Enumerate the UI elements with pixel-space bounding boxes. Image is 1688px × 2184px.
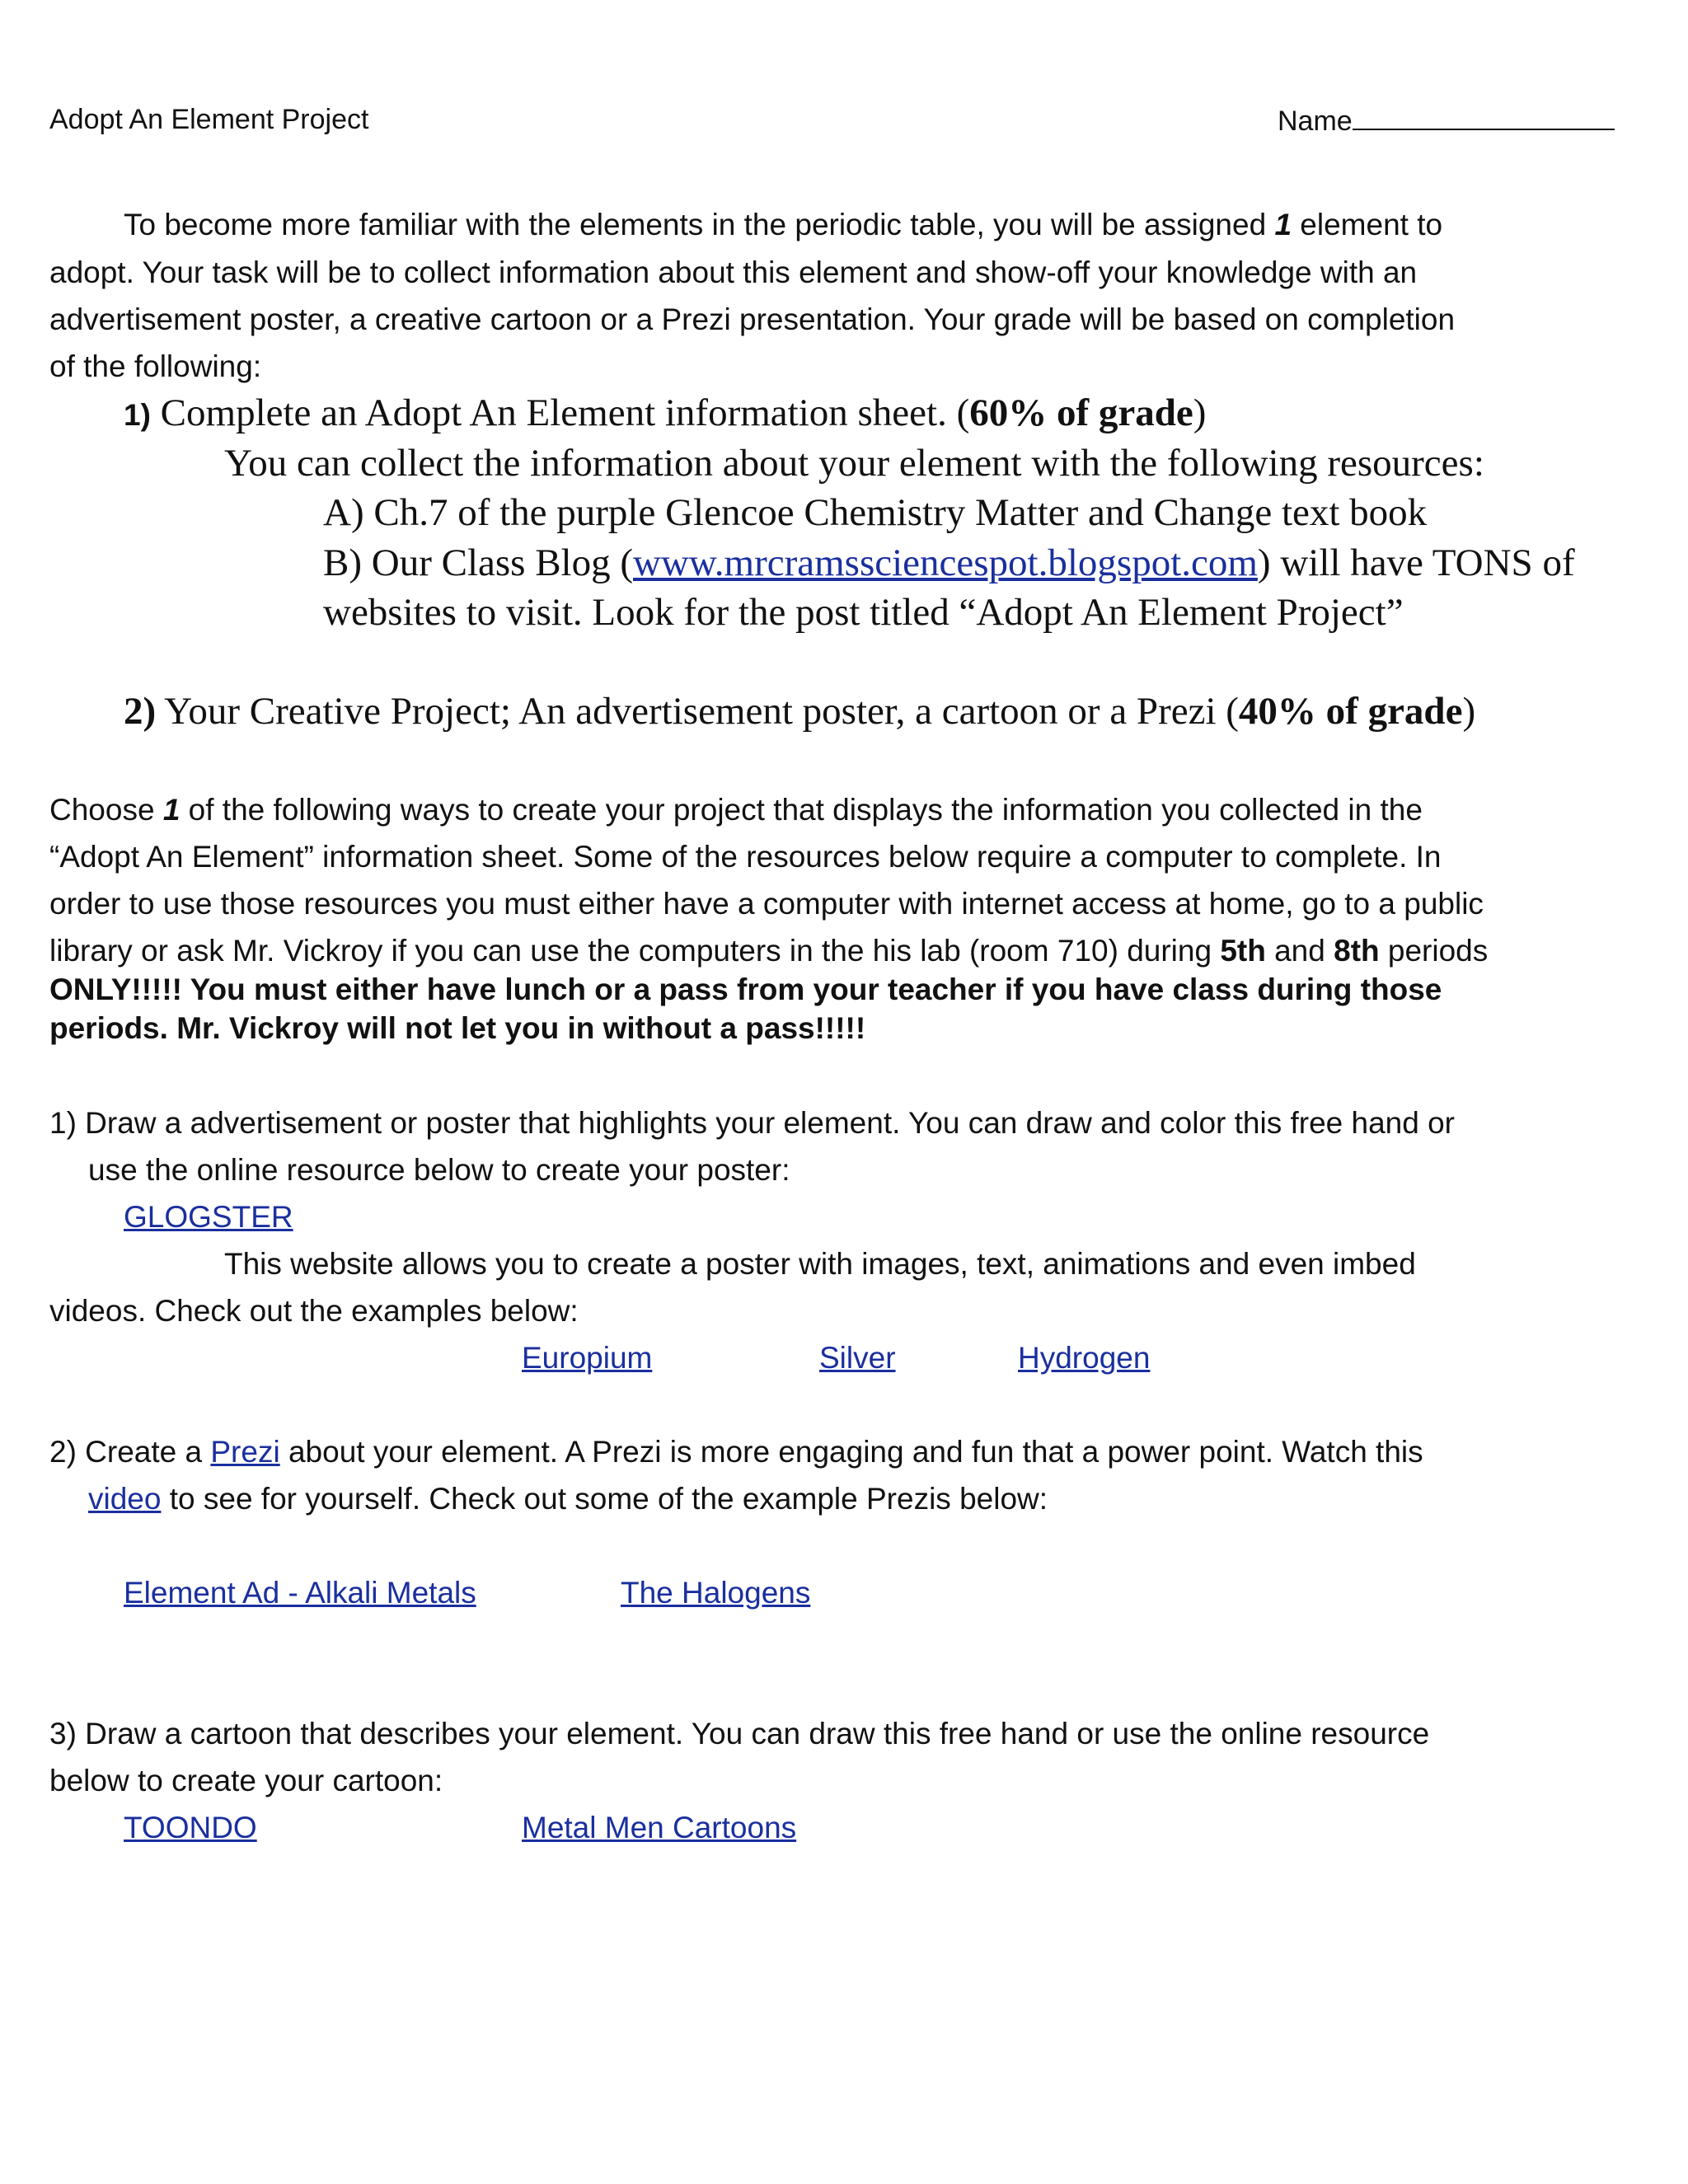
item1-close: ) (1193, 391, 1207, 434)
hydrogen-link[interactable]: Hydrogen (1018, 1341, 1151, 1375)
choose-line-4 (49, 934, 1488, 968)
item2-text: Your Creative Project; An advertisement poster, a cartoon or a Prezi ( (156, 690, 1239, 733)
item2-close: ) (1462, 690, 1476, 733)
item2-number: 2) (124, 690, 157, 733)
option2-line-2-text: to see for yourself. Check out some of the example Prezis below: (161, 1482, 1048, 1516)
resource-a: A) Ch.7 of the purple Glencoe Chemistry Matter and Change text book (323, 491, 1428, 534)
intro-text-end: element to (1292, 208, 1443, 241)
option1-line-3: This website allows you to create a poster with images, text, animations and even imbed (224, 1247, 1416, 1281)
choose-line-1 (49, 793, 1423, 827)
intro-line-2: adopt. Your task will be to collect information about this element and show-off your knowledge with an (49, 255, 1418, 289)
choose-line-2: “Adopt An Element” information sheet. Some of the resources below require a computer to complete. In (49, 840, 1442, 874)
name-field (1278, 104, 1615, 138)
option2-pre: 2) Create a (49, 1435, 211, 1469)
class-blog-link[interactable]: www.mrcramssciencespot.blogspot.com (633, 541, 1258, 584)
halogens-link[interactable]: The Halogens (621, 1576, 811, 1610)
option1-line-2: use the online resource below to create your poster: (88, 1153, 790, 1187)
europium-link[interactable]: Europium (522, 1341, 653, 1375)
toondo-link[interactable]: TOONDO (124, 1811, 257, 1844)
intro-line-4: of the following: (49, 349, 262, 383)
item1-number: 1) (124, 398, 151, 432)
option3-line-1: 3) Draw a cartoon that describes your element. You can draw this free hand or use the online resource (49, 1717, 1430, 1750)
option2-line-2 (88, 1482, 1048, 1516)
choose-line-3: order to use those resources you must either have a computer with internet access at home, go to a public (49, 887, 1484, 921)
option1-line-1: 1) Draw a advertisement or poster that highlights your element. You can draw and color this free hand or (49, 1106, 1455, 1140)
item1-weight: 60% of grade (969, 391, 1193, 434)
silver-link[interactable]: Silver (819, 1341, 896, 1375)
resource-b (323, 541, 1575, 585)
warning-line-2: periods. Mr. Vickroy will not let you in without a pass!!!!! (49, 1011, 866, 1045)
choose-count: 1 (162, 793, 181, 827)
item1-text: Complete an Adopt An Element information sheet. ( (150, 391, 970, 434)
video-link[interactable]: video (88, 1482, 162, 1516)
metal-men-link[interactable]: Metal Men Cartoons (522, 1811, 797, 1844)
alkali-metals-link[interactable]: Element Ad - Alkali Metals (124, 1576, 476, 1610)
resource-b-pre: B) Our Class Blog ( (323, 541, 633, 584)
intro-count: 1 (1274, 208, 1292, 241)
choose-pre: Choose (49, 793, 163, 827)
item2-weight: 40% of grade (1238, 690, 1463, 733)
option2-line-1 (49, 1435, 1423, 1469)
resource-b-post: ) will have TONS of (1257, 541, 1575, 584)
item1-sub: You can collect the information about your element with the following resources: (224, 442, 1484, 485)
name-label: Name (1278, 105, 1353, 137)
intro-text: To become more familiar with the elements in the periodic table, you will be assigned (124, 208, 1275, 241)
resource-b-line-2: websites to visit. Look for the post titled “Adopt An Element Project” (323, 591, 1404, 634)
option2-post: about your element. A Prezi is more engaging and fun that a power point. Watch this (279, 1435, 1423, 1469)
choose-l4-post: periods (1379, 934, 1489, 968)
intro-line-1 (124, 208, 1442, 242)
option1-line-4: videos. Check out the examples below: (49, 1294, 579, 1328)
choose-l4-pre: library or ask Mr. Vickroy if you can use the computers in the his lab (room 710) during (49, 934, 1221, 968)
name-blank-line (1353, 104, 1615, 130)
period-8th: 8th (1334, 934, 1380, 968)
option3-line-2: below to create your cartoon: (49, 1764, 443, 1797)
choose-l4-mid: and (1265, 934, 1334, 968)
doc-title: Adopt An Element Project (49, 104, 369, 135)
prezi-link[interactable]: Prezi (210, 1435, 280, 1469)
glogster-link[interactable]: GLOGSTER (124, 1200, 293, 1234)
warning-line-1: ONLY!!!!! You must either have lunch or a pass from your teacher if you have class during those (49, 972, 1442, 1006)
item1-line (124, 391, 1206, 435)
period-5th: 5th (1220, 934, 1266, 968)
intro-line-3: advertisement poster, a creative cartoon or a Prezi presentation. Your grade will be based on completion (49, 302, 1456, 336)
item2-line (124, 689, 1475, 733)
choose-post: of the following ways to create your project that displays the information you collected in the (180, 793, 1423, 827)
